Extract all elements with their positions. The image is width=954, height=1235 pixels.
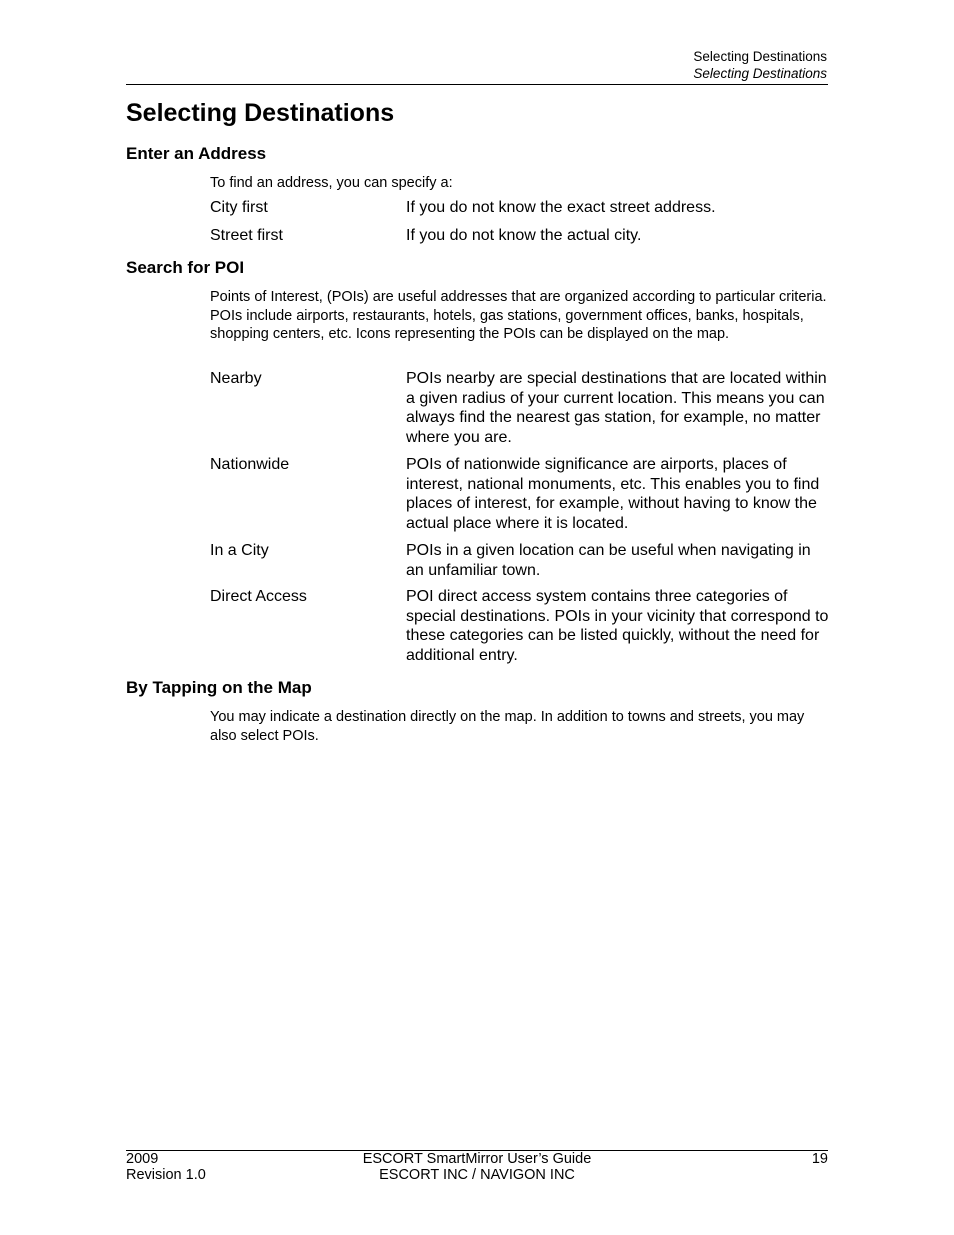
section-heading-tapping-map: By Tapping on the Map xyxy=(126,678,312,697)
footer-year: 2009 xyxy=(126,1151,159,1167)
footer-doc-title: ESCORT SmartMirror User’s Guide xyxy=(362,1151,592,1167)
definition-desc: If you do not know the actual city. xyxy=(406,227,642,244)
definition-term: Nearby xyxy=(210,370,262,387)
section-heading-enter-address: Enter an Address xyxy=(126,144,267,163)
definition-desc: POIs nearby are special destinations that are located within a given radius of your current location. This means you can always find the nearest gas station, for example, no matter where you are. xyxy=(406,370,827,446)
definition-term: City first xyxy=(210,199,268,216)
footer-center xyxy=(277,1152,677,1183)
definition-desc: POIs in a given location can be useful when navigating in an unfamiliar town. xyxy=(406,542,811,579)
definition-desc: POI direct access system contains three categories of special destinations. POIs in your vicinity that correspond to these categories can be listed quickly, without the need for additional entry. xyxy=(406,588,829,664)
page-title: Selecting Destinations xyxy=(126,99,395,127)
definition-term: Direct Access xyxy=(210,588,307,605)
running-header xyxy=(693,48,827,82)
search-poi-intro: Points of Interest, (POIs) are useful addresses that are organized according to particular criteria. POIs include airports, restaurants, hotels, gas stations, government offices, banks, hospitals, shopping centers, etc. Icons representing the POIs can be displayed on the map. xyxy=(210,289,827,342)
footer-company: ESCORT INC / NAVIGON INC xyxy=(379,1166,575,1183)
definition-term: Street first xyxy=(210,227,283,244)
definition-desc: If you do not know the exact street address. xyxy=(406,199,716,216)
tapping-map-intro: You may indicate a destination directly on the map. In addition to towns and streets, you may also select POIs. xyxy=(210,709,805,744)
definition-desc: POIs of nationwide significance are airports, places of interest, national monuments, etc. This enables you to find places of interest, for example, without having to know the actual place where it is located. xyxy=(406,456,820,532)
section-heading-search-poi: Search for POI xyxy=(126,258,245,277)
header-rule xyxy=(126,84,828,85)
header-chapter: Selecting Destinations xyxy=(693,49,827,64)
definition-term: Nationwide xyxy=(210,456,290,473)
enter-address-intro: To find an address, you can specify a: xyxy=(210,175,453,191)
definition-term: In a City xyxy=(210,542,269,559)
header-section: Selecting Destinations xyxy=(693,66,827,81)
footer-left xyxy=(126,1152,206,1183)
page-number: 19 xyxy=(811,1151,828,1167)
footer-revision: Revision 1.0 xyxy=(126,1166,206,1183)
